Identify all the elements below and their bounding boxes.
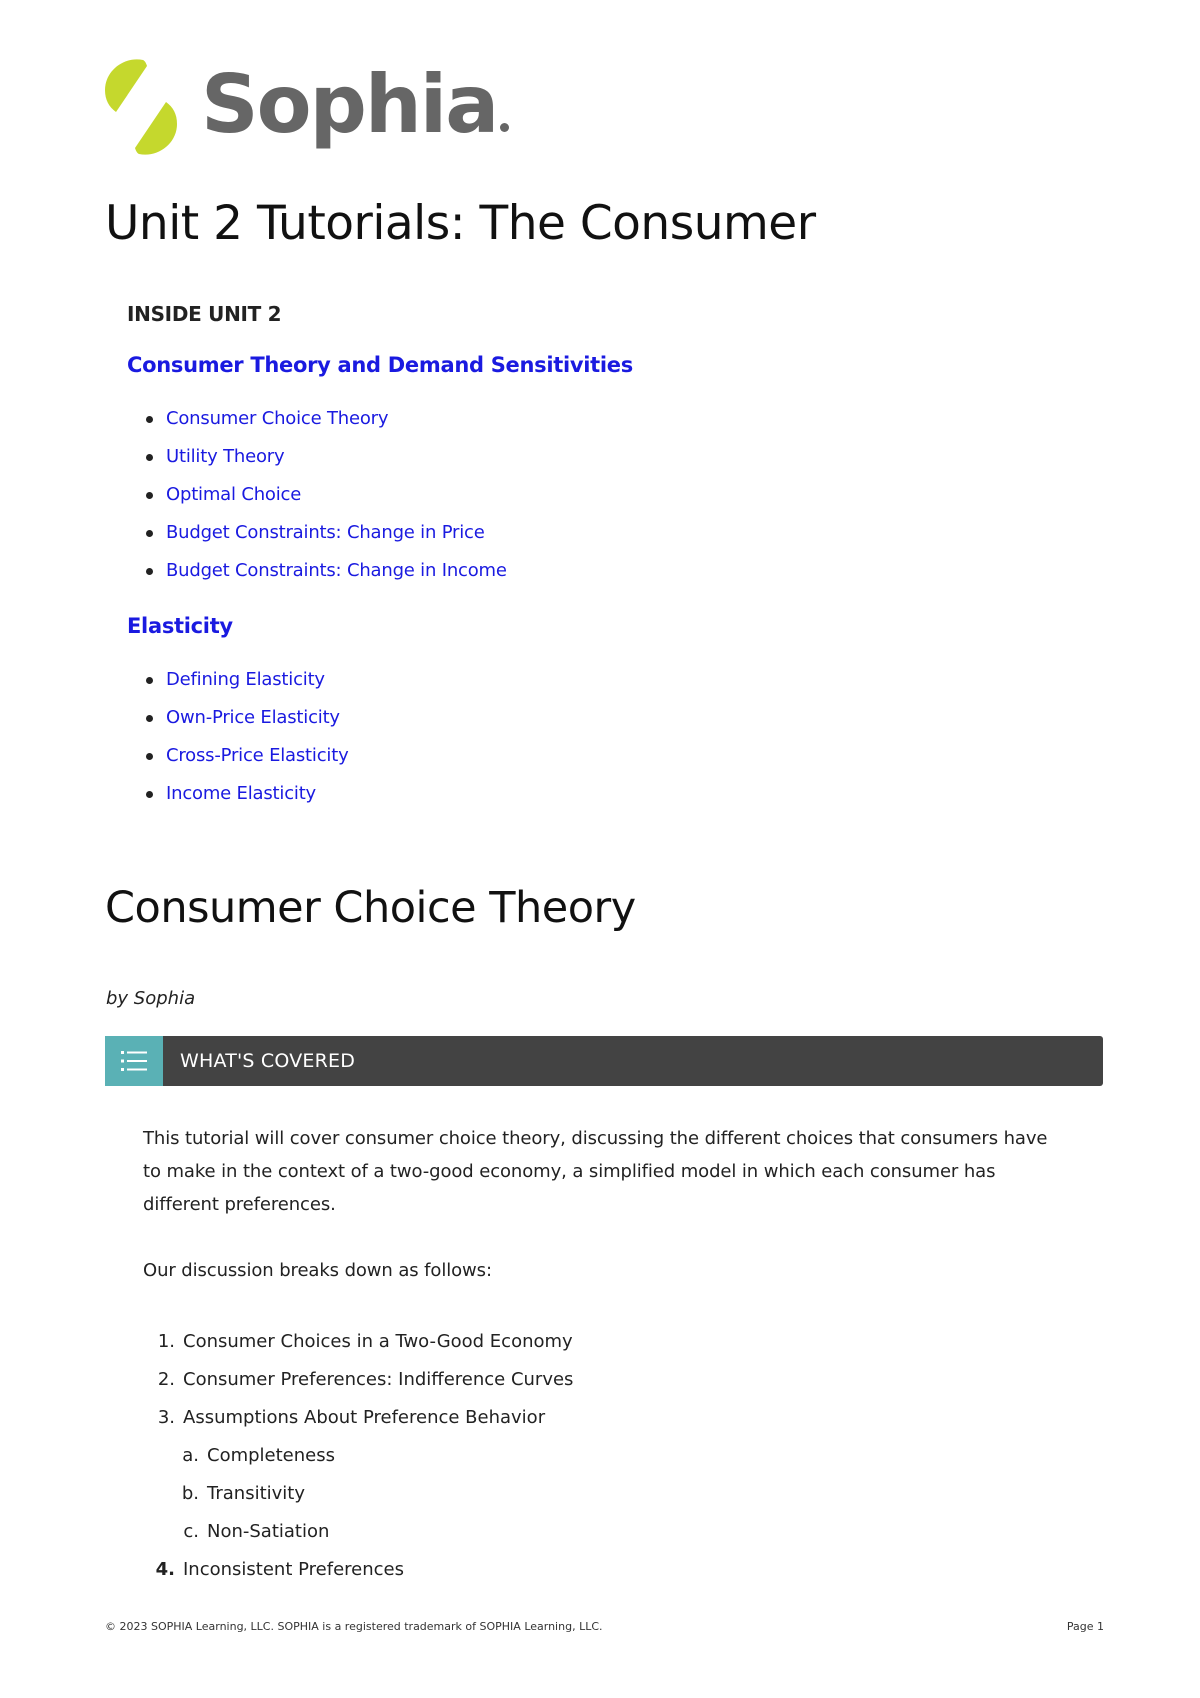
outline-subitem bbox=[143, 1475, 573, 1513]
outline-list bbox=[143, 1323, 573, 1589]
outline-marker: 4. bbox=[155, 1559, 175, 1580]
bullet-icon bbox=[146, 416, 153, 423]
group-heading-elasticity[interactable]: Elasticity bbox=[127, 614, 233, 638]
bullet-icon bbox=[146, 677, 153, 684]
list-item bbox=[146, 552, 507, 590]
outline-marker: 2. bbox=[157, 1369, 175, 1390]
bullet-icon bbox=[146, 715, 153, 722]
logo-dot bbox=[500, 123, 509, 132]
outline-intro: Our discussion breaks down as follows: bbox=[143, 1260, 492, 1281]
list-item bbox=[146, 775, 349, 813]
link-utility-theory[interactable]: Utility Theory bbox=[166, 446, 285, 467]
outline-subitem bbox=[143, 1513, 573, 1551]
outline-text: Inconsistent Preferences bbox=[183, 1559, 404, 1580]
list-item bbox=[146, 737, 349, 775]
elasticity-link-list bbox=[146, 661, 349, 813]
sophia-wordmark: Sophia bbox=[201, 65, 509, 145]
outline-item bbox=[143, 1551, 573, 1589]
link-budget-constraints-price[interactable]: Budget Constraints: Change in Price bbox=[166, 522, 485, 543]
bullet-icon bbox=[146, 492, 153, 499]
list-item bbox=[146, 661, 349, 699]
link-cross-price-elasticity[interactable]: Cross-Price Elasticity bbox=[166, 745, 349, 766]
byline: by Sophia bbox=[106, 988, 196, 1009]
outline-marker: c. bbox=[183, 1521, 199, 1542]
bullet-icon bbox=[146, 530, 153, 537]
bullet-icon bbox=[146, 753, 153, 760]
outline-subitem bbox=[143, 1437, 573, 1475]
outline-text: Consumer Choices in a Two-Good Economy bbox=[183, 1331, 573, 1352]
bullet-icon bbox=[146, 454, 153, 461]
whats-covered-bar bbox=[105, 1036, 1103, 1086]
outline-text: Consumer Preferences: Indifference Curves bbox=[183, 1369, 574, 1390]
outline-item bbox=[143, 1323, 573, 1361]
list-item bbox=[146, 438, 507, 476]
intro-paragraph: This tutorial will cover consumer choice theory, discussing the different choices that consumers have to make in the context of a two-good economy, a simplified model in which each consumer has different preferences. bbox=[143, 1128, 1048, 1215]
outline-item bbox=[143, 1399, 573, 1437]
section-title: Consumer Choice Theory bbox=[105, 883, 636, 933]
link-optimal-choice[interactable]: Optimal Choice bbox=[166, 484, 302, 505]
outline-text: Completeness bbox=[207, 1445, 335, 1466]
link-income-elasticity[interactable]: Income Elasticity bbox=[166, 783, 317, 804]
outline-marker: 3. bbox=[157, 1407, 175, 1428]
outline-marker: 1. bbox=[157, 1331, 175, 1352]
outline-text: Non-Satiation bbox=[207, 1521, 330, 1542]
list-item bbox=[146, 514, 507, 552]
outline-marker: a. bbox=[182, 1445, 199, 1466]
consumer-theory-link-list bbox=[146, 400, 507, 590]
whats-covered-icon-box bbox=[105, 1036, 163, 1086]
list-icon bbox=[120, 1049, 148, 1073]
outline-text: Transitivity bbox=[207, 1483, 305, 1504]
link-defining-elasticity[interactable]: Defining Elasticity bbox=[166, 669, 325, 690]
group-heading-consumer-theory[interactable]: Consumer Theory and Demand Sensitivities bbox=[127, 353, 633, 377]
unit-title: Unit 2 Tutorials: The Consumer bbox=[105, 196, 816, 251]
outline-item bbox=[143, 1361, 573, 1399]
link-consumer-choice-theory[interactable]: Consumer Choice Theory bbox=[166, 408, 389, 429]
bullet-icon bbox=[146, 568, 153, 575]
sophia-logo bbox=[103, 55, 509, 159]
bullet-icon bbox=[146, 791, 153, 798]
footer-copyright: © 2023 SOPHIA Learning, LLC. SOPHIA is a registered trademark of SOPHIA Learning, LLC. bbox=[105, 1620, 603, 1633]
link-budget-constraints-income[interactable]: Budget Constraints: Change in Income bbox=[166, 560, 507, 581]
list-item bbox=[146, 400, 507, 438]
list-item bbox=[146, 699, 349, 737]
inside-unit-label: INSIDE UNIT 2 bbox=[127, 302, 282, 326]
footer-page-number: Page 1 bbox=[1066, 1620, 1104, 1633]
sophia-logo-mark-icon bbox=[103, 56, 179, 158]
outline-marker: b. bbox=[181, 1483, 199, 1504]
list-item bbox=[146, 476, 507, 514]
link-own-price-elasticity[interactable]: Own-Price Elasticity bbox=[166, 707, 340, 728]
whats-covered-label: WHAT'S COVERED bbox=[180, 1050, 356, 1072]
outline-text: Assumptions About Preference Behavior bbox=[183, 1407, 546, 1428]
